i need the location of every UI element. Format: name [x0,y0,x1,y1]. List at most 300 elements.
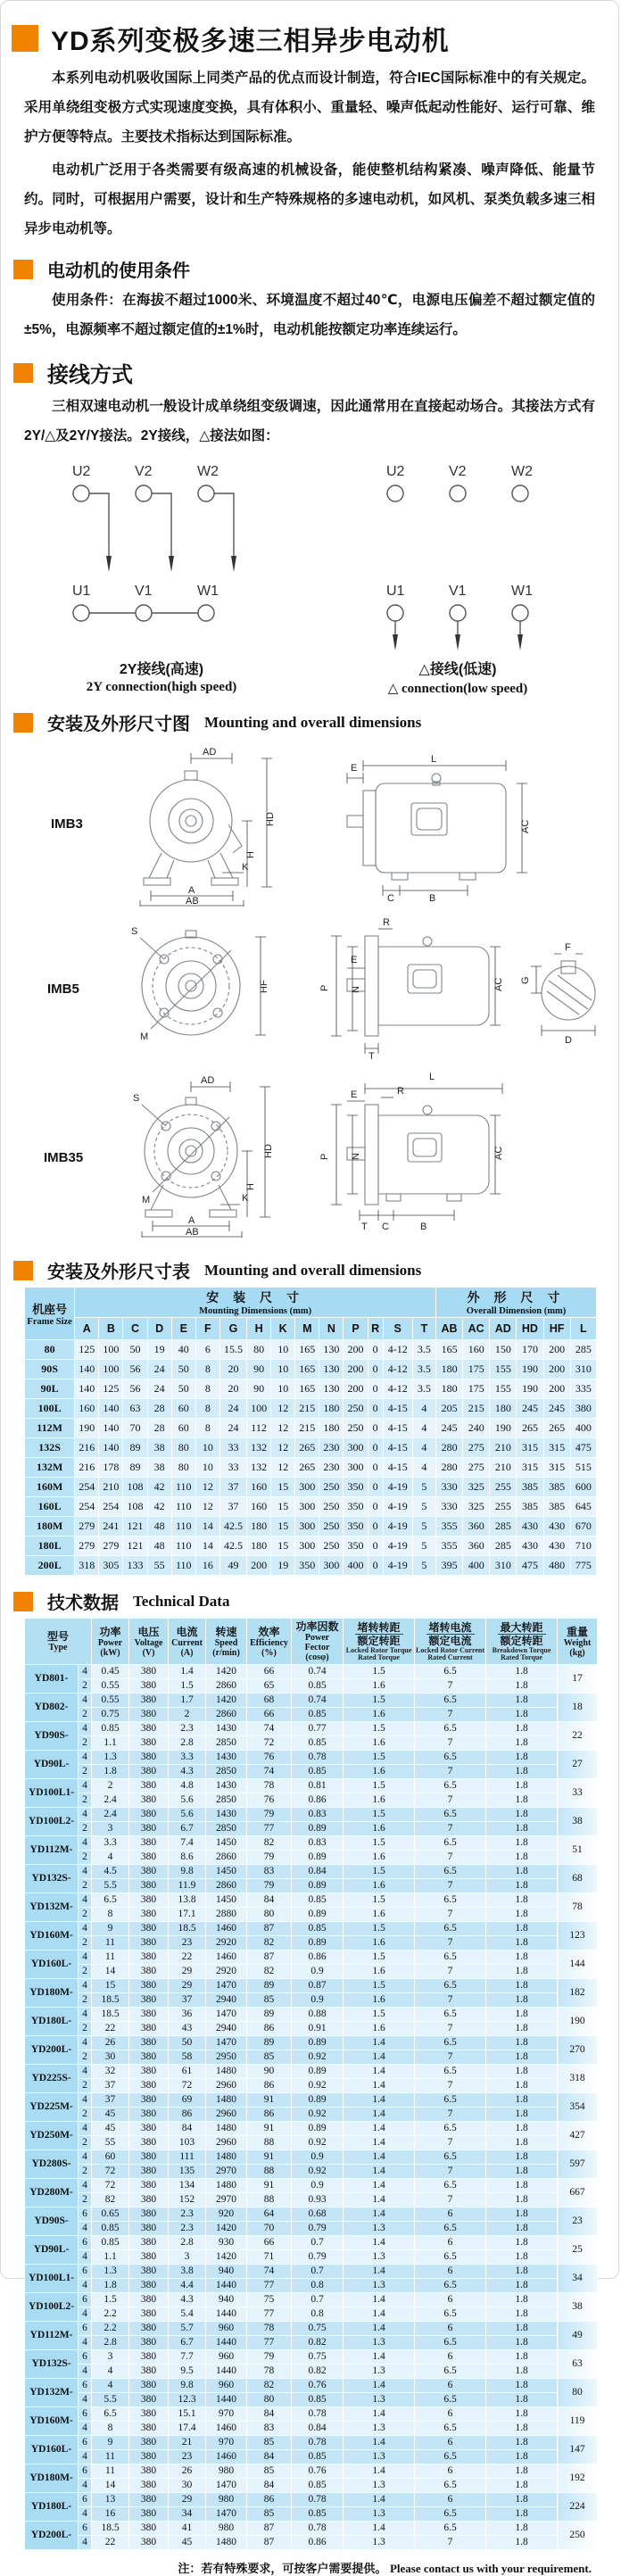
dim-value-cell: 4-12 [383,1379,412,1399]
tech-value-cell: 72 [247,1736,292,1751]
tech-value-cell: 970 [206,2407,247,2422]
tech-value-cell: 6 [415,2322,486,2336]
tech-value-cell: 7 [415,1908,486,1922]
pole-count-cell: 4 [79,2336,92,2350]
tech-value-cell: 74 [247,2265,292,2279]
tech-value-cell: 37 [92,2093,129,2108]
tech-value-cell: 0.79 [292,2222,344,2236]
tech-value-cell: 1.8 [486,2008,558,2022]
dim-table-row [25,1536,597,1556]
tech-value-cell: 1.8 [486,1993,558,2008]
tech-value-cell: 79 [247,1808,292,1822]
tech-table-row [25,2036,598,2050]
dim-label: D [565,1035,572,1046]
tech-value-cell: 1470 [206,2479,247,2493]
voltage-zh: 电压 [137,1625,160,1638]
tech-value-cell: 0.68 [292,2207,344,2222]
tech-value-cell: 1.6 [344,1765,415,1779]
tech-value-cell: 89 [247,2036,292,2050]
tech-table-row [25,1936,598,1951]
dim-value-cell: 0 [368,1556,383,1576]
tech-value-cell: 6 [415,2436,486,2450]
tech-table-row [25,1965,598,1979]
dim-table-row [25,1497,597,1517]
dim-value-cell: 0 [368,1536,383,1556]
tech-value-cell: 380 [129,2079,169,2093]
tech-value-cell: 960 [206,2350,247,2365]
tech-table-row [25,1836,598,1851]
tech-value-cell: 380 [129,1708,169,1722]
tech-value-cell: 1.8 [486,2150,558,2165]
dim-value-cell: 155 [490,1360,517,1379]
tech-value-cell: 91 [247,2150,292,2165]
dim-value-cell: 0 [368,1419,383,1438]
tech-value-cell: 86 [247,2493,292,2507]
tech-value-cell: 1.4 [344,2108,415,2122]
tech-table-row [25,1808,598,1822]
lrc-zh2: 额定电流 [428,1634,472,1647]
tech-value-cell: 2 [169,1708,206,1722]
tech-value-cell: 1.8 [486,1951,558,1965]
terminal-label: V2 [135,464,153,479]
dim-value-cell: 3.5 [412,1379,435,1399]
dim-value-cell: 4-15 [383,1399,412,1419]
dim-column-letter: B [99,1318,123,1340]
tech-value-cell: 3.3 [169,1751,206,1765]
tech-value-cell: 2.4 [92,1808,129,1822]
tech-value-cell: 1.8 [486,2050,558,2065]
dim-value-cell: 8 [195,1379,219,1399]
tech-value-cell: 135 [169,2165,206,2179]
pf-zh: 功率因数 [295,1620,339,1633]
type-en: Type [48,1643,68,1652]
tech-value-cell: 4 [92,2379,129,2393]
tech-value-cell: 0.76 [292,2379,344,2393]
tech-value-cell: 87 [247,1951,292,1965]
model-type-cell: YD160M- [25,2407,79,2436]
dim-label: AC [520,819,531,833]
tech-value-cell: 2860 [206,1679,247,1694]
tech-value-cell: 88 [247,2193,292,2207]
dim-value-cell: 165 [436,1340,463,1360]
tech-value-cell: 66 [247,2236,292,2250]
tech-table-row [25,2464,598,2479]
tech-value-cell: 0.78 [292,2436,344,2450]
dim-column-letter: AC [463,1318,490,1340]
mounting-dims-zh: 安 装 尺 寸 [206,1290,304,1305]
dim-value-cell: 216 [75,1458,99,1478]
tech-value-cell: 22 [169,1951,206,1965]
tech-value-cell: 82 [247,1965,292,1979]
tech-value-cell: 30 [92,2050,129,2065]
tech-value-cell: 0.8 [292,2279,344,2293]
tech-table-row [25,2193,598,2207]
tech-value-cell: 1.8 [486,2407,558,2422]
dim-table-row [25,1340,597,1360]
tech-value-cell: 380 [129,2250,169,2265]
dim-value-cell: 245 [543,1399,570,1419]
tech-value-cell: 380 [129,2307,169,2322]
tech-value-cell: 1.8 [486,1736,558,1751]
tech-value-cell: 380 [129,2536,169,2550]
tech-value-cell: 79 [247,1851,292,1865]
tech-value-cell: 1.8 [486,2350,558,2365]
tech-value-cell: 1.5 [344,1836,415,1851]
tech-value-cell: 1.8 [486,1694,558,1708]
tech-table-row [25,2522,598,2536]
tech-value-cell: 83 [247,2422,292,2436]
tech-value-cell: 1420 [206,2222,247,2236]
dim-value-cell: 385 [517,1497,543,1517]
dim-column-letter: K [271,1318,295,1340]
dim-value-cell: 200 [543,1379,570,1399]
caption-delta-en: △ connection(low speed) [387,682,528,696]
tech-value-cell: 6.5 [415,1951,486,1965]
dim-value-cell: 42.5 [219,1536,246,1556]
frame-size-cell: 132S [25,1438,75,1458]
tech-value-cell: 1.8 [486,1765,558,1779]
dim-value-cell: 775 [570,1556,596,1576]
current-zh: 电流 [176,1625,198,1638]
dim-value-cell: 335 [570,1379,596,1399]
dim-value-cell: 100 [247,1399,271,1419]
tech-value-cell: 1.8 [486,2093,558,2108]
tech-value-cell: 2960 [206,2108,247,2122]
weight-cell: 80 [558,2379,598,2407]
model-type-cell: YD280S- [25,2150,79,2179]
weight-cell: 354 [558,2093,598,2122]
tech-value-cell: 1.4 [344,2207,415,2222]
tech-value-cell: 29 [169,1979,206,1993]
tech-value-cell: 1480 [206,2150,247,2165]
tech-value-cell: 4.8 [169,1779,206,1793]
tech-value-cell: 5.4 [169,2307,206,2322]
pole-count-cell: 2 [79,1765,92,1779]
tech-value-cell: 0.76 [292,2464,344,2479]
dim-value-cell: 190 [517,1360,543,1379]
tech-value-cell: 3 [92,1822,129,1836]
tech-value-cell: 0.92 [292,2136,344,2150]
tech-value-cell: 6.5 [415,2336,486,2350]
weight-cell: 38 [558,2293,598,2322]
tech-value-cell: 1.3 [344,2222,415,2236]
weight-cell: 68 [558,1865,598,1893]
dim-value-cell: 395 [436,1556,463,1576]
tech-value-cell: 1470 [206,2507,247,2522]
tech-value-cell: 11.9 [169,1879,206,1893]
dim-value-cell: 350 [344,1497,368,1517]
tech-table-row [25,2479,598,2493]
tech-value-cell: 79 [247,1879,292,1893]
tech-value-cell: 11 [92,2464,129,2479]
tech-table-row [25,2150,598,2165]
tech-value-cell: 380 [129,2222,169,2236]
tech-value-cell: 1.8 [486,2365,558,2379]
tech-value-cell: 1.8 [486,2165,558,2179]
speed-unit: (r/min) [212,1647,240,1658]
tech-value-cell: 2960 [206,2079,247,2093]
dim-table-row [25,1517,597,1536]
tech-value-cell: 380 [129,1779,169,1793]
tech-value-cell: 79 [247,2350,292,2365]
dim-value-cell: 48 [147,1517,171,1536]
tech-value-cell: 1.5 [344,1922,415,1936]
dim-value-cell: 50 [123,1340,147,1360]
tech-value-cell: 11 [92,1936,129,1951]
dim-value-cell: 350 [344,1478,368,1497]
tech-value-cell: 1.8 [486,2307,558,2322]
dim-value-cell: 275 [463,1458,490,1478]
tech-value-cell: 1.6 [344,2022,415,2036]
dim-column-letter: L [570,1318,596,1340]
dim-value-cell: 315 [517,1458,543,1478]
tech-value-cell: 7 [415,2050,486,2065]
dim-value-cell: 160 [75,1399,99,1419]
dim-label: C [387,893,394,904]
tech-heading-en: Technical Data [133,1592,230,1610]
tech-value-cell: 86 [169,2108,206,2122]
tech-value-cell: 1.4 [344,2050,415,2065]
tech-value-cell: 69 [169,2093,206,2108]
tech-table-row [25,1722,598,1736]
tech-value-cell: 0.86 [292,2536,344,2550]
dim-label: E [351,763,358,774]
tech-value-cell: 4.3 [169,2293,206,2307]
dim-value-cell: 12 [271,1438,295,1458]
wiring-diagram-delta [324,460,592,697]
tech-value-cell: 111 [169,2150,206,2165]
dim-value-cell: 100 [99,1360,123,1379]
tech-table-row [25,2008,598,2022]
tech-value-cell: 0.86 [292,1951,344,1965]
tech-value-cell: 0.85 [292,1679,344,1694]
dim-value-cell: 0 [368,1379,383,1399]
current-en: Current [171,1637,203,1648]
tech-table-row [25,2079,598,2093]
weight-cell: 78 [558,1893,598,1922]
dim-value-cell: 10 [271,1360,295,1379]
dim-label: K [242,1193,249,1204]
terminal-label: U1 [386,584,405,599]
tech-value-cell: 1420 [206,1694,247,1708]
tech-value-cell: 1.8 [486,2493,558,2507]
tech-value-cell: 61 [169,2065,206,2079]
tech-value-cell: 1.8 [486,1793,558,1808]
tech-value-cell: 380 [129,2008,169,2022]
dim-value-cell: 180 [247,1517,271,1536]
pole-count-cell: 6 [79,2436,92,2450]
orange-square-icon [13,1261,33,1280]
tech-value-cell: 0.85 [92,1722,129,1736]
tech-table-row [25,2322,598,2336]
dim-table-heading: 安装及外形尺寸表 [47,1263,190,1282]
dim-value-cell: 15 [271,1497,295,1517]
tech-value-cell: 380 [129,2322,169,2336]
eff-unit: (%) [261,1647,277,1658]
weight-cell: 17 [558,1665,598,1694]
pole-count-cell: 4 [79,1808,92,1822]
dim-value-cell: 200 [344,1379,368,1399]
tech-value-cell: 1.4 [344,2522,415,2536]
tech-value-cell: 60 [92,2150,129,2165]
tech-value-cell: 1.8 [486,2179,558,2193]
tech-value-cell: 6 [415,2379,486,2393]
dim-value-cell: 80 [171,1458,195,1478]
dim-value-cell: 130 [319,1340,344,1360]
weight-cell: 63 [558,2350,598,2379]
tech-value-cell: 7.4 [169,1836,206,1851]
tech-value-cell: 4.5 [92,1865,129,1879]
tech-value-cell: 0.82 [292,2336,344,2350]
tech-value-cell: 0.85 [292,1736,344,1751]
current-unit: (A) [180,1647,194,1658]
dim-column-letter: N [319,1318,344,1340]
model-type-cell: YD100L2- [25,1808,79,1836]
dim-value-cell: 42 [147,1478,171,1497]
tech-value-cell: 1.4 [344,2293,415,2307]
tech-value-cell: 7 [415,2165,486,2179]
lrc-en: Locked Rotor Current Rated Current [416,1645,485,1661]
dim-value-cell: 38 [147,1458,171,1478]
tech-value-cell: 17.4 [169,2422,206,2436]
tech-value-cell: 72 [92,2165,129,2179]
dim-value-cell: 4-19 [383,1517,412,1536]
dim-value-cell: 350 [295,1556,319,1576]
tech-value-cell: 88 [247,2136,292,2150]
tech-value-cell: 1450 [206,1865,247,1879]
figure-imb5 [8,911,611,1065]
dim-value-cell: 4 [412,1419,435,1438]
dim-value-cell: 305 [99,1556,123,1576]
tech-value-cell: 6 [415,2236,486,2250]
dim-value-cell: 37 [219,1478,246,1497]
usage-heading-row [13,256,606,282]
tech-value-cell: 380 [129,1751,169,1765]
dim-value-cell: 230 [319,1438,344,1458]
dim-value-cell: 110 [171,1556,195,1576]
dim-value-cell: 265 [517,1419,543,1438]
tech-value-cell: 82 [247,2379,292,2393]
model-type-cell: YD802- [25,1694,79,1722]
dim-value-cell: 350 [344,1517,368,1536]
dim-value-cell: 90 [247,1379,271,1399]
tech-value-cell: 134 [169,2179,206,2193]
weight-cell: 33 [558,1779,598,1808]
dim-value-cell: 5 [412,1478,435,1497]
tech-value-cell: 2850 [206,1793,247,1808]
eff-zh: 效率 [258,1625,280,1638]
view-name: IMB5 [47,982,79,997]
tech-value-cell: 0.85 [92,2222,129,2236]
tech-value-cell: 1.4 [344,2193,415,2207]
dim-label: K [242,862,249,873]
tech-value-cell: 84 [247,2479,292,2493]
tech-value-cell: 980 [206,2522,247,2536]
dim-value-cell: 215 [295,1399,319,1419]
tech-value-cell: 89 [247,2008,292,2022]
tech-value-cell: 6.5 [415,1808,486,1822]
dim-label: C [382,1222,389,1232]
tech-table-row [25,2093,598,2108]
tech-value-cell: 7 [415,1765,486,1779]
tech-value-cell: 1.8 [486,2222,558,2236]
tech-value-cell: 1.5 [344,1751,415,1765]
tech-value-cell: 86 [247,2079,292,2093]
dim-value-cell: 12 [195,1497,219,1517]
tech-value-cell: 2.8 [169,1736,206,1751]
dim-value-cell: 216 [75,1438,99,1458]
dim-value-cell: 180 [247,1536,271,1556]
tech-value-cell: 68 [247,1694,292,1708]
tech-value-cell: 1.4 [344,2079,415,2093]
terminal-label: W2 [197,464,219,479]
dim-value-cell: 42.5 [219,1517,246,1536]
figures-heading-en: Mounting and overall dimensions [204,713,422,731]
tech-value-cell: 86 [247,2108,292,2122]
power-en: Power [97,1637,123,1648]
tech-value-cell: 6.5 [415,1979,486,1993]
tech-value-cell: 6.5 [415,1865,486,1879]
dim-column-letter: C [123,1318,147,1340]
tech-value-cell: 6.5 [415,2479,486,2493]
tech-value-cell: 2850 [206,1765,247,1779]
tech-table-row [25,1694,598,1708]
dim-value-cell: 4-19 [383,1536,412,1556]
tech-value-cell: 1.8 [486,1879,558,1893]
dim-value-cell: 110 [171,1536,195,1556]
tech-value-cell: 1.8 [486,2293,558,2307]
dim-label: R [397,1086,404,1097]
tech-table-row [25,2022,598,2036]
weight-unit: (kg) [569,1647,585,1658]
tech-value-cell: 3.8 [169,2265,206,2279]
dim-value-cell: 325 [463,1497,490,1517]
tech-value-cell: 380 [129,2379,169,2393]
tech-value-cell: 6 [415,2265,486,2279]
dim-value-cell: 480 [543,1556,570,1576]
model-type-cell: YD180L- [25,2493,79,2522]
tech-value-cell: 0.89 [292,1822,344,1836]
dim-value-cell: 385 [543,1478,570,1497]
tech-value-cell: 1.8 [486,1893,558,1908]
imb35-drawing [8,1065,613,1240]
dim-value-cell: 132 [247,1458,271,1478]
tech-value-cell: 3 [92,2350,129,2365]
overall-dims-en: Overall Dimension (mm) [466,1306,567,1316]
tech-value-cell: 7 [415,1965,486,1979]
dim-value-cell: 265 [543,1419,570,1438]
tech-value-cell: 1.8 [92,1765,129,1779]
tech-value-cell: 1.6 [344,1822,415,1836]
tech-value-cell: 6.5 [415,2008,486,2022]
tech-table-row [25,1765,598,1779]
tech-value-cell: 0.89 [292,1936,344,1951]
lrt-zh2: 额定转距 [357,1634,401,1647]
tech-value-cell: 8 [92,2422,129,2436]
tech-value-cell: 88 [247,2165,292,2179]
speed-header [206,1619,247,1665]
tech-value-cell: 9 [92,1922,129,1936]
tech-value-cell: 1440 [206,2393,247,2407]
orange-square-icon [13,260,33,279]
tech-value-cell: 1.5 [344,1893,415,1908]
tech-table-row [25,2493,598,2507]
tech-value-cell: 7 [415,1736,486,1751]
dim-table-row [25,1438,597,1458]
dim-value-cell: 245 [436,1419,463,1438]
tech-value-cell: 1.3 [344,2450,415,2464]
tech-value-cell: 14 [92,1965,129,1979]
